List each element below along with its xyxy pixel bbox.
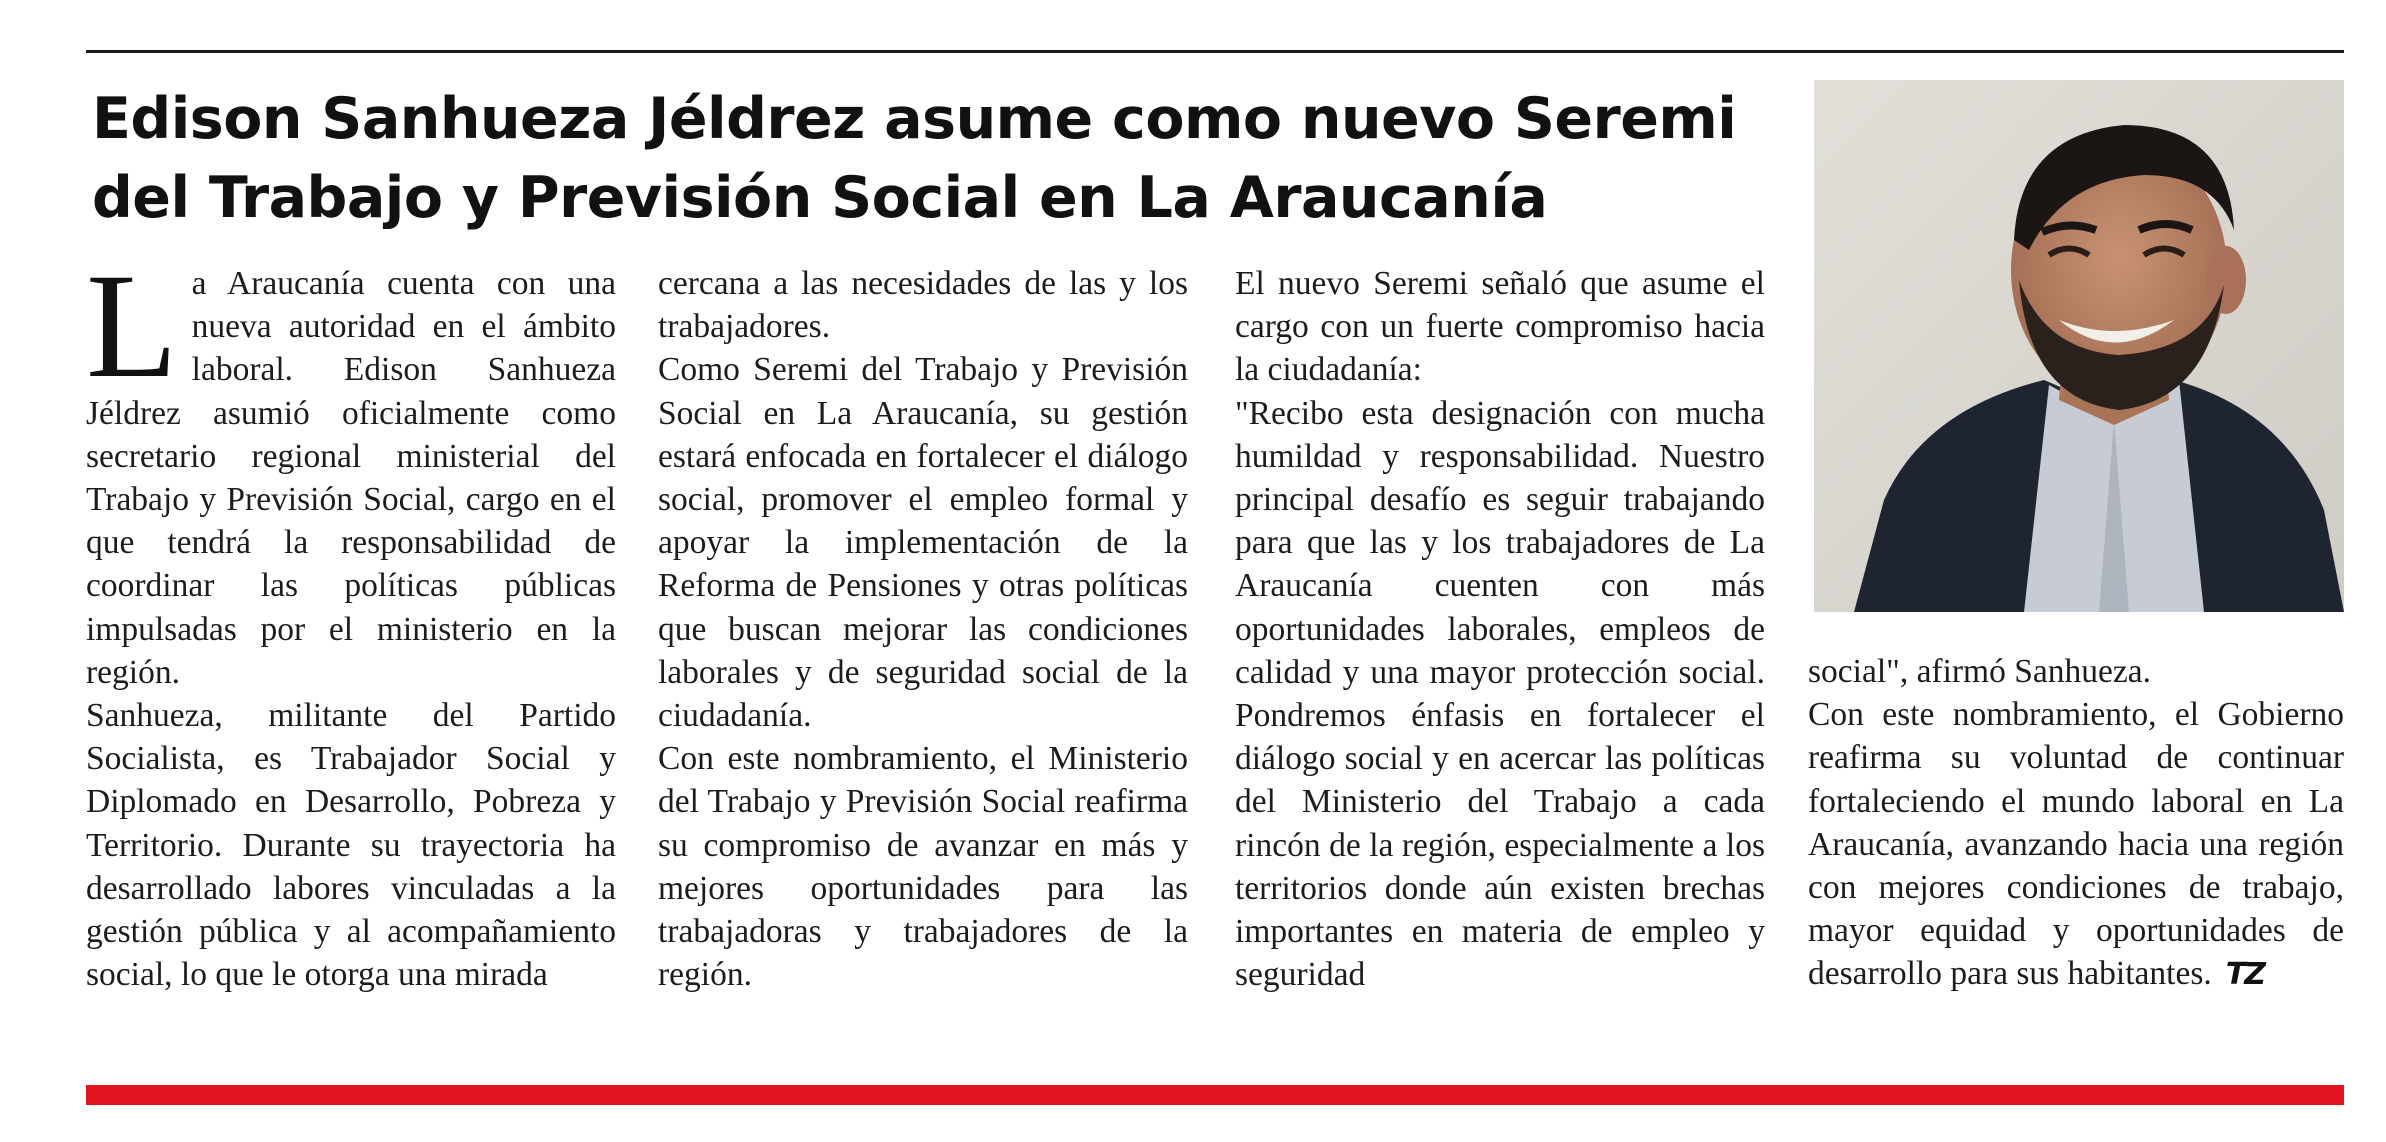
paragraph-closing (1808, 693, 2344, 995)
paragraph-continuation: cercana a las necesidades de las y los trabajadores. (658, 265, 1188, 346)
paragraph-quote-end: social", afirmó Sanhueza. (1808, 653, 2151, 690)
article-column-2 (658, 262, 1188, 996)
paragraph-quote: "Recibo esta designación con mucha humildad y responsabilidad. Nuestro principal desafío es seguir trabajando para que las y los trabajadores de La Araucanía cuenten con más oportunidades laborales, empleos de calidad y una mayor protección social. Pondremos énfasis en fortalecer el diálogo social y en acercar las políticas del Ministerio del Trabajo a cada rincón de la región, especialmente a los territorios donde aún existen brechas importantes en materia de empleo y seguridad (1235, 394, 1765, 994)
paragraph-intro: a Araucanía cuenta con una nueva autoridad en el ámbito laboral. Edison Sanhueza Jéldrez asumió oficialmente como secretario regional ministerial del Trabajo y Previsión Social, cargo en el que tendrá la responsabilidad de coordinar las políticas públicas impulsadas por el ministerio en la región. (86, 265, 616, 691)
paragraph-management: Como Seremi del Trabajo y Previsión Social en La Araucanía, su gestión estará enfocada en fortalecer el diálogo social, promover el empleo formal y apoyar la implementación de la Reforma de Pensiones y otras políticas que buscan mejorar las condiciones laborales y de seguridad social de la ciudadanía. (658, 351, 1188, 735)
paragraph-biography: Sanhueza, militante del Partido Socialista, es Trabajador Social y Diplomado en Desarrollo, Pobreza y Territorio. Durante su trayectoria ha desarrollado labores vinculadas a la gestión pública y al acompañamiento social, lo que le otorga una mirada (86, 697, 616, 994)
top-rule (86, 50, 2344, 53)
drop-cap: L (86, 243, 178, 409)
paragraph-ministry: Con este nombramiento, el Ministerio del Trabajo y Previsión Social reafirma su compromiso de avanzar en más y mejores oportunidades para las trabajadoras y trabajadores de la región. (658, 740, 1188, 994)
paragraph-statement-intro: El nuevo Seremi señaló que asume el cargo con un fuerte compromiso hacia la ciudadanía: (1235, 265, 1765, 389)
article-headline: Edison Sanhueza Jéldrez asume como nuevo Seremi del Trabajo y Previsión Social en La Araucanía (92, 86, 1737, 231)
article-column-3 (1235, 262, 1765, 996)
bottom-red-rule (86, 1085, 2344, 1105)
article-column-1 (86, 243, 616, 996)
portrait-photo (1814, 80, 2344, 612)
paragraph-closing-text: Con este nombramiento, el Gobierno reafirma su voluntad de continuar fortaleciendo el mundo laboral en La Araucanía, avanzando hacia una región con mejores condiciones de trabajo, mayor equidad y oportunidades de desarrollo para sus habitantes. (1808, 696, 2344, 993)
article-column-4 (1808, 650, 2344, 996)
publication-logo-icon: TZ (2225, 957, 2264, 993)
